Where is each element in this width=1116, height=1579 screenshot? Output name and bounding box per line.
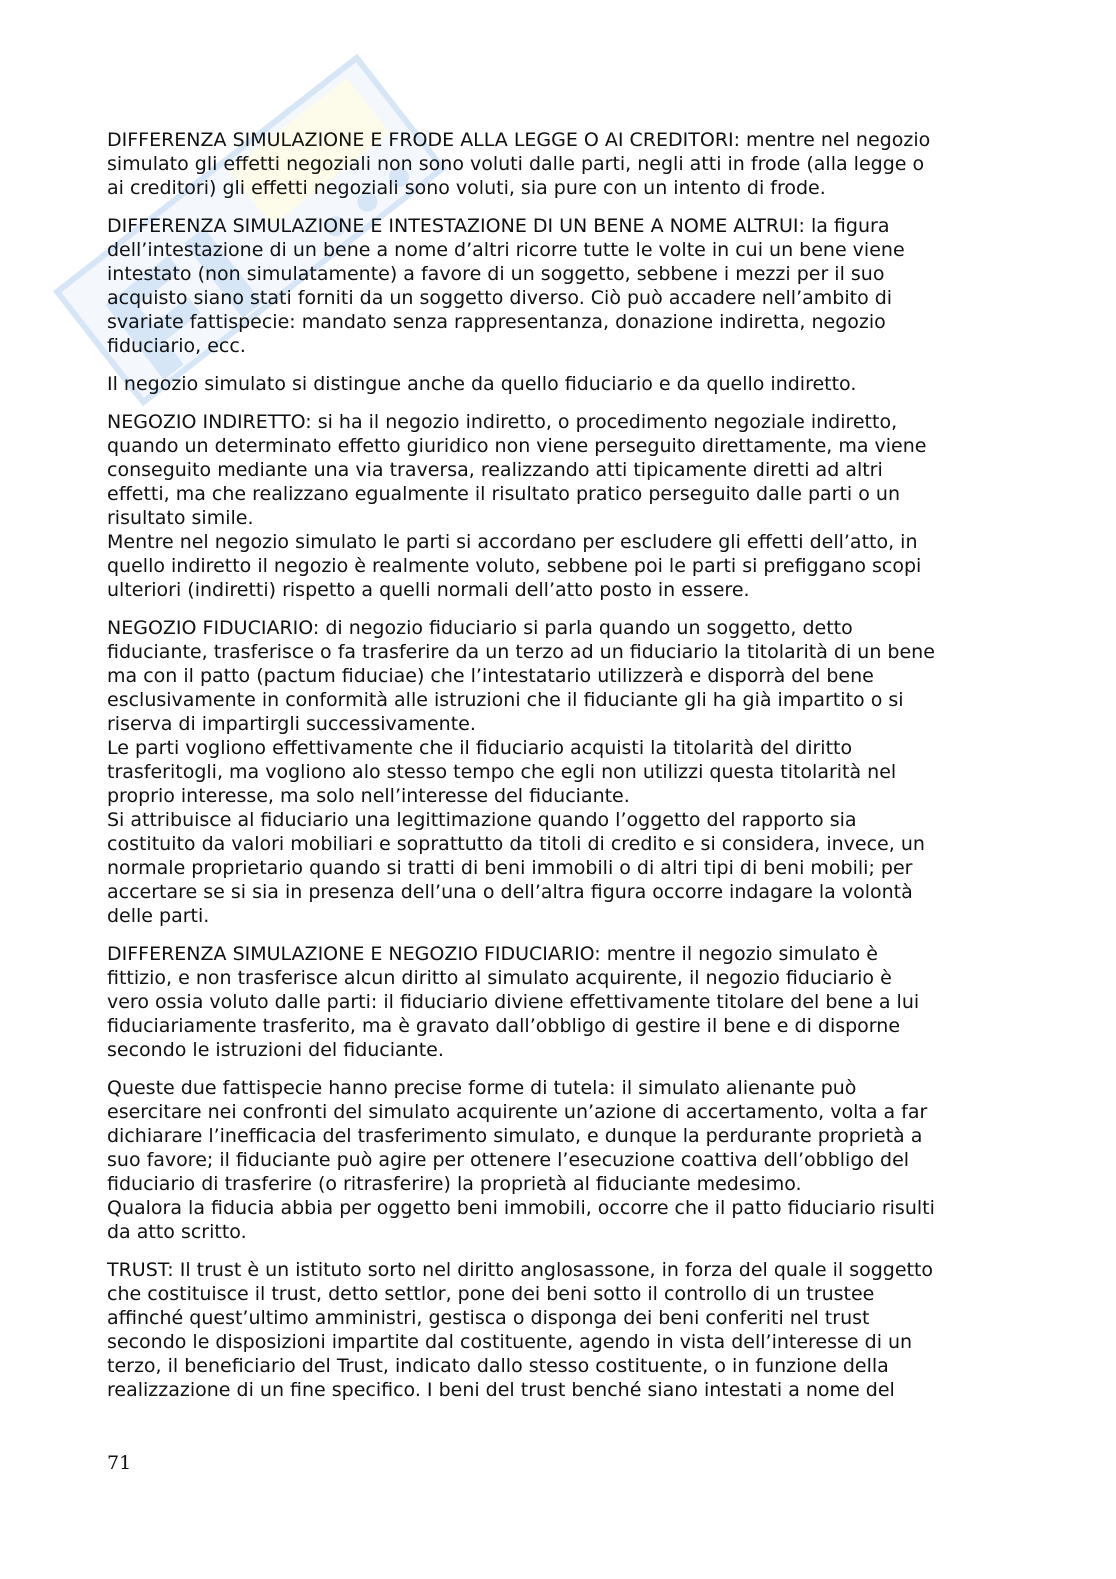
text-line: Le parti vogliono effettivamente che il fiduciario acquisti la titolarità del diritto bbox=[107, 737, 853, 759]
text-line: DIFFERENZA SIMULAZIONE E NEGOZIO FIDUCIARIO: mentre il negozio simulato è bbox=[107, 943, 878, 965]
text-line: NEGOZIO INDIRETTO: si ha il negozio indiretto, o procedimento negoziale indiretto, bbox=[107, 411, 898, 433]
text-line: DIFFERENZA SIMULAZIONE E FRODE ALLA LEGGE O AI CREDITORI: mentre nel negozio bbox=[107, 129, 931, 151]
text-line: proprio interesse, ma solo nell’interesse del fiduciante. bbox=[107, 785, 630, 807]
page-number: 71 bbox=[107, 1452, 132, 1474]
paragraph-simulazione-fiduciario bbox=[107, 942, 1007, 1062]
text-line: terzo, il beneficiario del Trust, indicato dallo stesso costituente, o in funzione della bbox=[107, 1355, 889, 1377]
text-line: intestato (non simulatamente) a favore di un soggetto, sebbene i mezzi per il suo bbox=[107, 263, 885, 285]
text-line: conseguito mediante una via traversa, realizzando atti tipicamente diretti ad altri bbox=[107, 459, 883, 481]
text-line: secondo le istruzioni del fiduciante. bbox=[107, 1039, 444, 1061]
text-line: fiduciante, trasferisce o fa trasferire da un terzo ad un fiduciario la titolarità di un bene bbox=[107, 641, 935, 663]
text-line: che costituisce il trust, detto settlor, pone dei beni sotto il controllo di un trustee bbox=[107, 1283, 875, 1305]
text-line: ulteriori (indiretti) rispetto a quelli normali dell’atto posto in essere. bbox=[107, 579, 750, 601]
text-line: effetti, ma che realizzano egualmente il risultato pratico perseguito dalle parti o un bbox=[107, 483, 900, 505]
paragraph-intestazione bbox=[107, 214, 1007, 358]
text-line: Si attribuisce al fiduciario una legittimazione quando l’oggetto del rapporto sia bbox=[107, 809, 857, 831]
text-line: fittizio, e non trasferisce alcun diritto al simulato acquirente, il negozio fiduciario è bbox=[107, 967, 892, 989]
text-line: Mentre nel negozio simulato le parti si accordano per escludere gli effetti dell’atto, in bbox=[107, 531, 918, 553]
text-line: TRUST: Il trust è un istituto sorto nel diritto anglosassone, in forza del quale il soggetto bbox=[107, 1259, 934, 1281]
text-line: DIFFERENZA SIMULAZIONE E INTESTAZIONE DI UN BENE A NOME ALTRUI: la figura bbox=[107, 215, 890, 237]
text-line: quando un determinato effetto giuridico non viene perseguito direttamente, ma viene bbox=[107, 435, 927, 457]
text-line: risultato simile. bbox=[107, 507, 254, 529]
text-line: dichiarare l’inefficacia del trasferimento simulato, e dunque la perdurante proprietà a bbox=[107, 1125, 923, 1147]
text-line: Queste due fattispecie hanno precise forme di tutela: il simulato alienante può bbox=[107, 1077, 857, 1099]
text-line: fiduciariamente trasferito, ma è gravato dall’obbligo di gestire il bene e di disporne bbox=[107, 1015, 901, 1037]
text-line: affinché quest’ultimo amministri, gestisca o disponga dei beni conferiti nel trust bbox=[107, 1307, 870, 1329]
text-line: dell’intestazione di un bene a nome d’altri ricorre tutte le volte in cui un bene viene bbox=[107, 239, 905, 261]
paragraph-distinzione bbox=[107, 372, 1007, 396]
text-line: secondo le disposizioni impartite dal costituente, agendo in vista dell’interesse di un bbox=[107, 1331, 913, 1353]
text-line: Il negozio simulato si distingue anche da quello fiduciario e da quello indiretto. bbox=[107, 373, 857, 395]
text-line: fiduciario, ecc. bbox=[107, 335, 246, 357]
paragraph-negozio-indiretto bbox=[107, 410, 1007, 602]
text-line: Qualora la fiducia abbia per oggetto beni immobili, occorre che il patto fiduciario risulti bbox=[107, 1197, 935, 1219]
document-body bbox=[107, 128, 1007, 1416]
text-line: NEGOZIO FIDUCIARIO: di negozio fiduciario si parla quando un soggetto, detto bbox=[107, 617, 853, 639]
text-line: realizzazione di un fine specifico. I beni del trust benché siano intestati a nome del bbox=[107, 1379, 895, 1401]
paragraph-tutela bbox=[107, 1076, 1007, 1244]
text-line: costituito da valori mobiliari e soprattutto da titoli di credito e si considera, invece, un bbox=[107, 833, 925, 855]
text-line: simulato gli effetti negoziali non sono voluti dalle parti, negli atti in frode (alla legge o bbox=[107, 153, 925, 175]
text-line: riserva di impartirgli successivamente. bbox=[107, 713, 476, 735]
text-line: normale proprietario quando si tratti di beni immobili o di altri tipi di beni mobili; per bbox=[107, 857, 913, 879]
text-line: vero ossia voluto dalle parti: il fiduciario diviene effettivamente titolare del bene a lui bbox=[107, 991, 920, 1013]
text-line: ai creditori) gli effetti negoziali sono voluti, sia pure con un intento di frode. bbox=[107, 177, 826, 199]
text-line: ma con il patto (pactum fiduciae) che l’intestatario utilizzerà e disporrà del bene bbox=[107, 665, 874, 687]
paragraph-negozio-fiduciario bbox=[107, 616, 1007, 928]
paragraph-frode bbox=[107, 128, 1007, 200]
paragraph-trust bbox=[107, 1258, 1007, 1402]
text-line: delle parti. bbox=[107, 905, 210, 927]
text-line: accertare se si sia in presenza dell’una o dell’altra figura occorre indagare la volontà bbox=[107, 881, 913, 903]
text-line: suo favore; il fiduciante può agire per ottenere l’esecuzione coattiva dell’obbligo del bbox=[107, 1149, 910, 1171]
text-line: esclusivamente in conformità alle istruzioni che il fiduciante gli ha già impartito o si bbox=[107, 689, 904, 711]
text-line: quello indiretto il negozio è realmente voluto, sebbene poi le parti si prefiggano scopi bbox=[107, 555, 922, 577]
text-line: trasferitogli, ma vogliono alo stesso tempo che egli non utilizzi questa titolarità nel bbox=[107, 761, 897, 783]
text-line: da atto scritto. bbox=[107, 1221, 247, 1243]
text-line: acquisto siano stati forniti da un soggetto diverso. Ciò può accadere nell’ambito di bbox=[107, 287, 893, 309]
text-line: svariate fattispecie: mandato senza rappresentanza, donazione indiretta, negozio bbox=[107, 311, 886, 333]
text-line: fiduciario di trasferire (o ritrasferire) la proprietà al fiduciante medesimo. bbox=[107, 1173, 802, 1195]
text-line: esercitare nei confronti del simulato acquirente un’azione di accertamento, volta a far bbox=[107, 1101, 928, 1123]
